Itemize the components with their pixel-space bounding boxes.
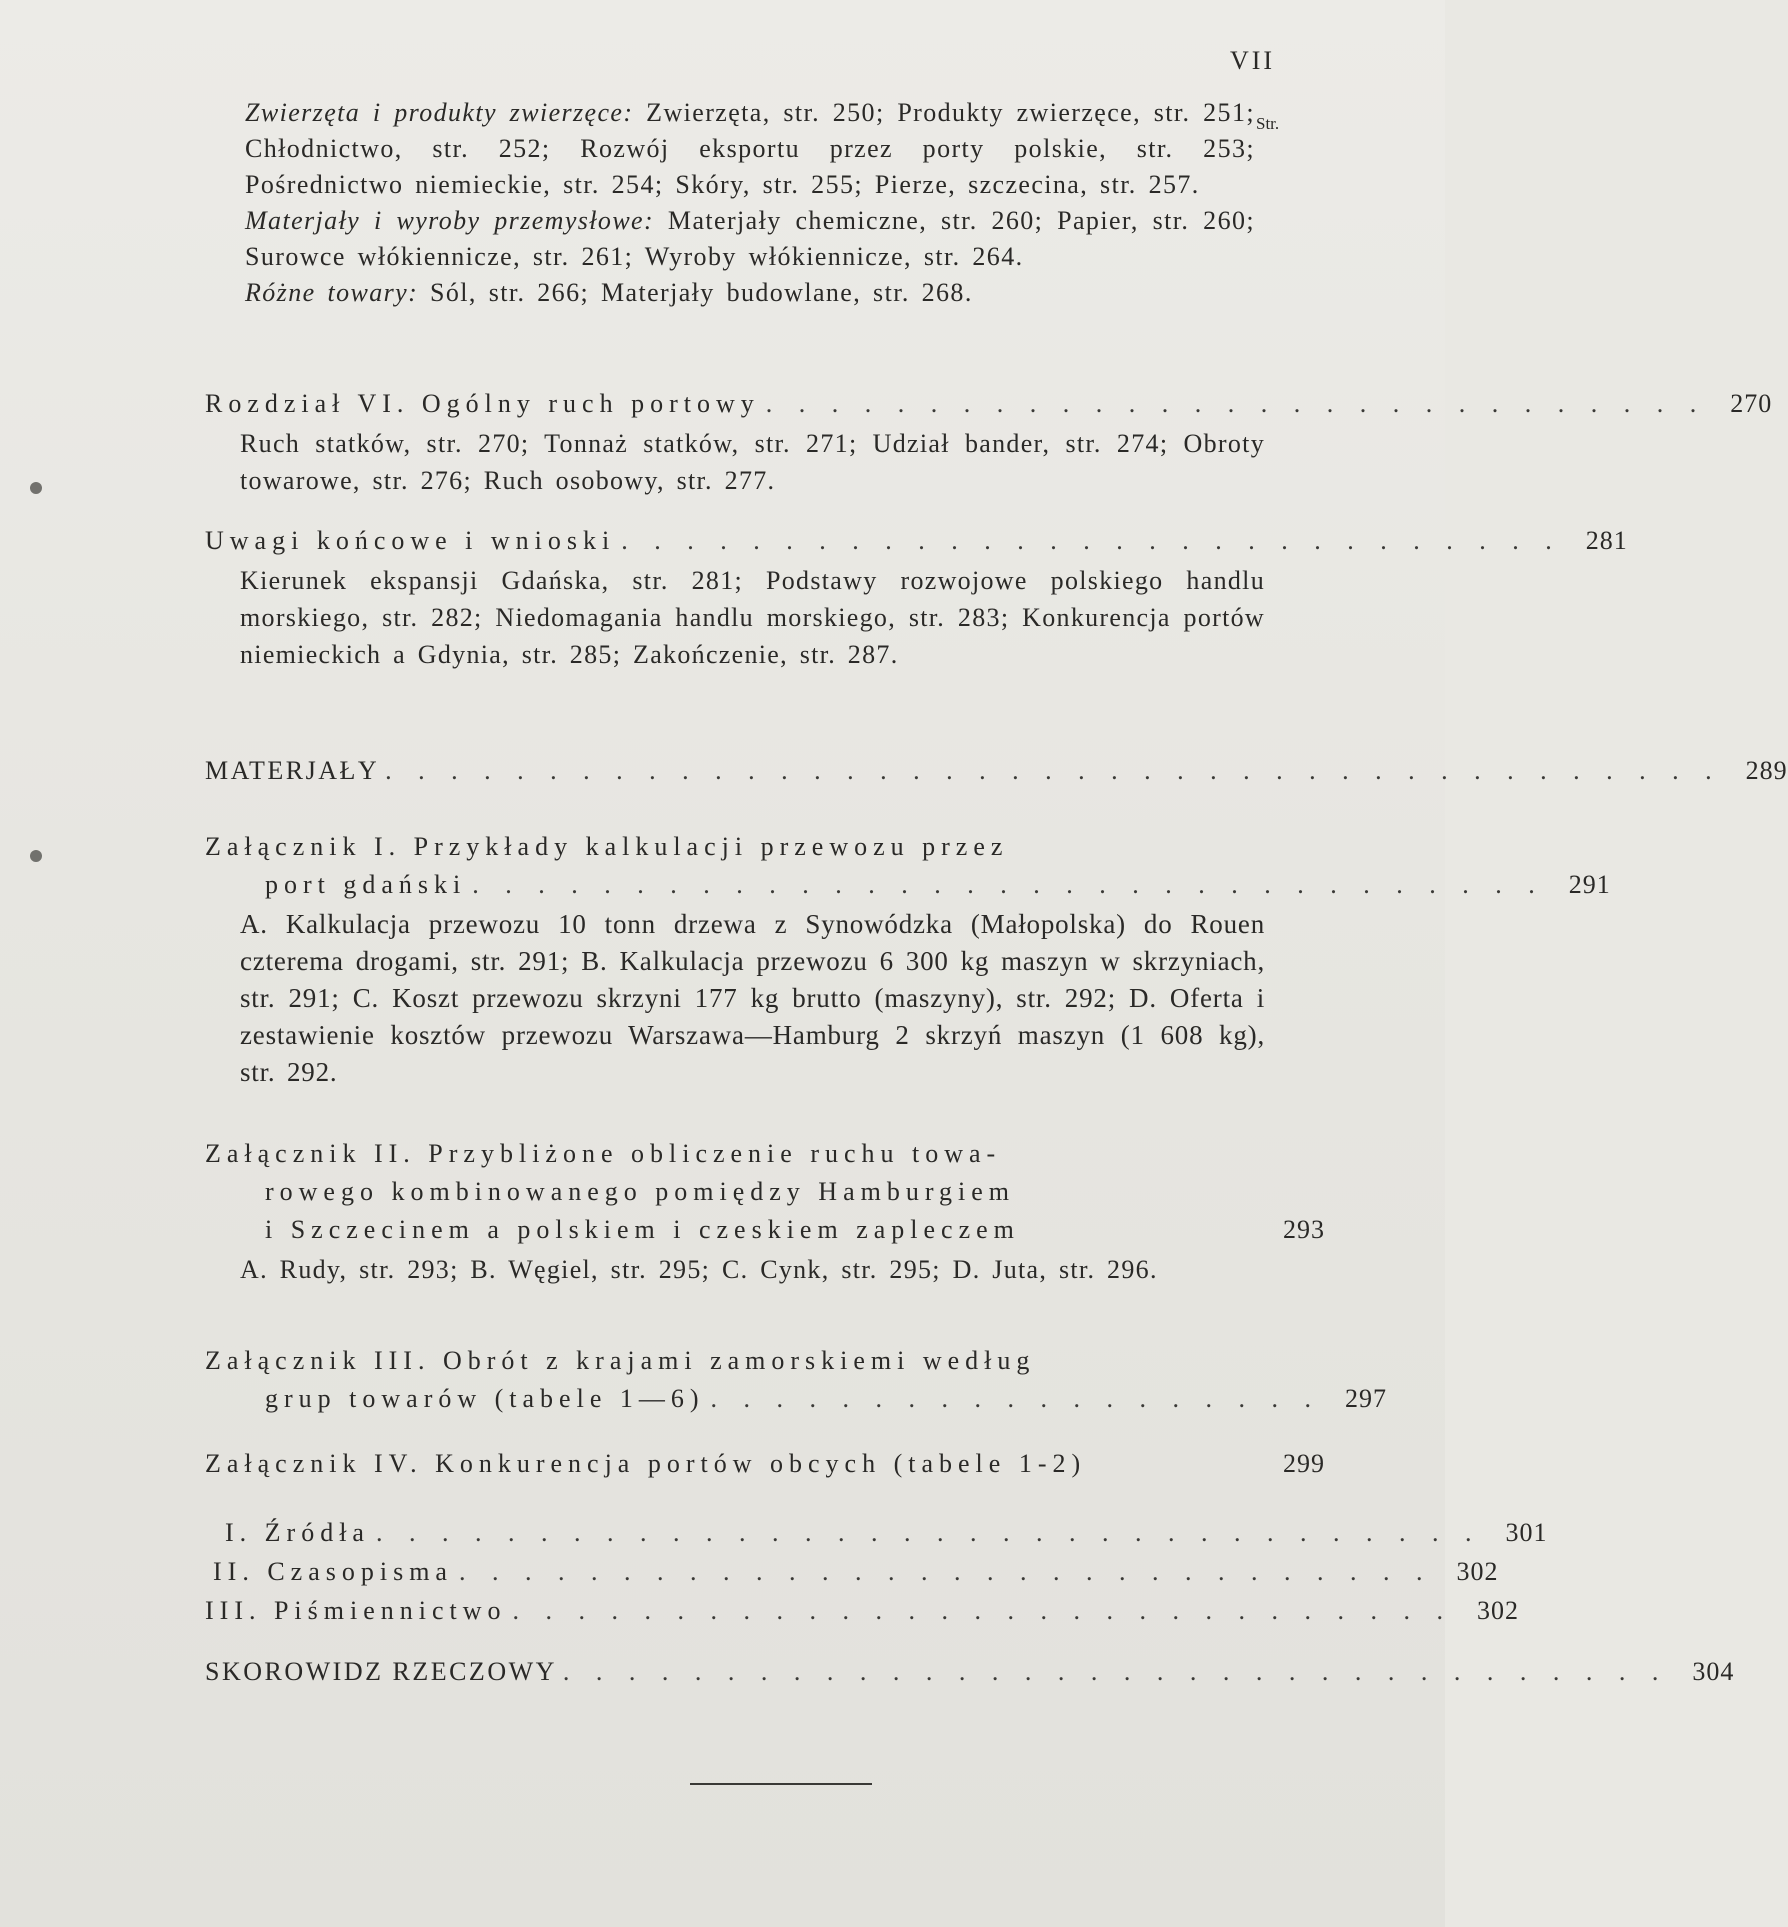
page-column-label: Str.	[1256, 114, 1280, 133]
toc-heading-continued: rowego kombinowanego pomiędzy Hamburgiem	[265, 1177, 1016, 1206]
category-label: Materjały i wyroby przemysłowe:	[245, 206, 655, 235]
toc-heading-row	[205, 385, 1773, 423]
toc-heading-row	[205, 522, 1628, 560]
toc-description: A. Kalkulacja przewozu 10 tonn drzewa z Synowódzka (Małopolska) do Rouen czterema drogami, str. 291; B. Kalkulacja przewozu 6 300 kg maszyn w skrzyniach, str. 291; C. Koszt przewozu skrzyni 177 kg brutto (maszyny), str. 292; D. Oferta i zestawienie kosztów przewozu Warszawa—Hamburg 2 skrzyń maszyn (1 608 kg), str. 292.	[240, 909, 1265, 1087]
toc-heading-continued: port gdański	[265, 870, 467, 899]
category-text: Zwierzęta, str. 250; Produkty zwierzęce, str. 251; Chłodnictwo, str. 252; Rozwój eksportu przez porty polskie, str. 253; Pośrednictwo niemieckie, str. 254; Skóry, str. 255; Pierze, szczecina, str. 257.	[245, 98, 1255, 199]
toc-page-number: 302	[1456, 1557, 1499, 1586]
toc-heading-row	[205, 1653, 1735, 1691]
toc-page-number: 281	[1585, 526, 1628, 555]
toc-description: A. Rudy, str. 293; B. Węgiel, str. 295; C. Cynk, str. 295; D. Juta, str. 296.	[240, 1255, 1158, 1284]
leader-dots: . . . . . . . . . . . . . . . . . . . . . . . . . . . . . . . . . . . . . . . . .	[385, 756, 1722, 785]
toc-entry-chapter6	[205, 385, 1773, 499]
category-text: Sól, str. 266; Materjały budowlane, str. 268.	[430, 278, 973, 307]
toc-heading-row	[205, 1591, 1520, 1630]
leader-dots: . . . . . . . . . . . . . . . . . . . . . . . . . . . . . . . . .	[472, 870, 1545, 899]
toc-entry-materials	[205, 752, 1788, 790]
page-number: VII	[1230, 46, 1276, 75]
toc-heading: SKOROWIDZ RZECZOWY	[205, 1657, 557, 1686]
toc-entry-annex2	[205, 1135, 1325, 1288]
leader-dots: . . . . . . . . . . . . . . . . . . . . . . . . . . . . .	[621, 526, 1562, 555]
toc-heading-row	[205, 1135, 1325, 1173]
toc-heading-row	[205, 1173, 1325, 1211]
toc-heading: Załącznik III. Obrót z krajami zamorskiemi według	[205, 1346, 1036, 1375]
toc-entry-annex3	[205, 1342, 1388, 1418]
toc-entry-final-remarks	[205, 522, 1628, 673]
toc-entry-index	[205, 1653, 1735, 1691]
toc-page-number: 289	[1745, 756, 1788, 785]
toc-entry-annex4	[205, 1445, 1325, 1483]
toc-page-number: 291	[1568, 870, 1611, 899]
toc-subitem	[245, 95, 1255, 203]
toc-heading: Załącznik II. Przybliżone obliczenie ruchu towa-	[205, 1139, 1002, 1168]
category-label: Zwierzęta i produkty zwierzęce:	[245, 98, 634, 127]
end-rule	[690, 1783, 872, 1785]
leader-dots: . . . . . . . . . . . . . . . . . . . . . . . . . . . . . . . . . .	[562, 1657, 1669, 1686]
toc-heading: II. Czasopisma	[213, 1557, 453, 1586]
toc-subitem	[245, 275, 1255, 311]
binding-hole	[30, 850, 42, 862]
toc-page-number: 304	[1692, 1657, 1735, 1686]
toc-heading: Załącznik IV. Konkurencja portów obcych (tabele 1-2)	[205, 1449, 1087, 1478]
toc-heading-row	[205, 1445, 1325, 1483]
leader-dots: . . . . . . . . . . . . . . . . . . . . . . . . . . . . . . . . . .	[375, 1518, 1482, 1547]
toc-heading: Załącznik I. Przykłady kalkulacji przewozu przez	[205, 832, 1009, 861]
toc-page-number: 293	[1283, 1215, 1325, 1244]
binding-hole	[30, 482, 42, 494]
toc-heading-continued: i Szczecinem a polskiem i czeskiem zapleczem	[265, 1215, 1020, 1244]
toc-description: Ruch statków, str. 270; Tonnaż statków, str. 271; Udział bander, str. 274; Obroty towarowe, str. 276; Ruch osobowy, str. 277.	[240, 429, 1265, 495]
toc-heading-row	[205, 1513, 1548, 1552]
toc-heading: III. Piśmiennictwo	[205, 1596, 507, 1625]
toc-heading-row	[205, 752, 1788, 790]
toc-heading: MATERJAŁY	[205, 756, 380, 785]
toc-description: Kierunek ekspansji Gdańska, str. 281; Podstawy rozwojowe polskiego handlu morskiego, str. 282; Niedomagania handlu morskiego, str. 283; Konkurencja portów niemieckich a Gdynia, str. 285; Zakończenie, str. 287.	[240, 566, 1265, 669]
toc-heading-row	[205, 866, 1611, 904]
chapter5-items	[245, 95, 1255, 311]
leader-dots: . . . . . . . . . . . . . . . . . . . . . . . . . . . . . .	[458, 1557, 1433, 1586]
toc-page-number: 297	[1345, 1384, 1388, 1413]
toc-heading-continued: grup towarów (tabele 1—6)	[265, 1384, 705, 1413]
leader-dots: . . . . . . . . . . . . . . . . . . . . . . . . . . . . .	[512, 1596, 1454, 1625]
toc-page-number: 270	[1730, 389, 1773, 418]
toc-heading-row	[205, 1552, 1499, 1591]
toc-heading: Rozdział VI. Ogólny ruch portowy	[205, 389, 760, 418]
leader-dots: . . . . . . . . . . . . . . . . . . . . . . . . . . . . .	[765, 389, 1707, 418]
leader-dots: . . . . . . . . . . . . . . . . . . .	[710, 1384, 1322, 1413]
toc-entry-annex1	[205, 828, 1611, 1091]
toc-heading-row	[205, 1380, 1388, 1418]
toc-heading-row	[205, 828, 1325, 866]
toc-sources-list	[205, 1513, 1548, 1630]
toc-page-number: 301	[1505, 1518, 1548, 1547]
toc-heading-row	[205, 1342, 1325, 1380]
toc-heading: I. Źródła	[225, 1518, 370, 1547]
category-text: Materjały chemiczne, str. 260; Papier, str. 260; Surowce włókiennicze, str. 261; Wyroby włókiennicze, str. 264.	[245, 206, 1256, 271]
toc-page-number: 302	[1477, 1596, 1520, 1625]
category-label: Różne towary:	[245, 278, 419, 307]
toc-heading-row	[205, 1211, 1325, 1249]
toc-heading: Uwagi końcowe i wnioski	[205, 526, 616, 555]
toc-page-number: 299	[1283, 1449, 1325, 1478]
toc-subitem	[245, 203, 1255, 275]
